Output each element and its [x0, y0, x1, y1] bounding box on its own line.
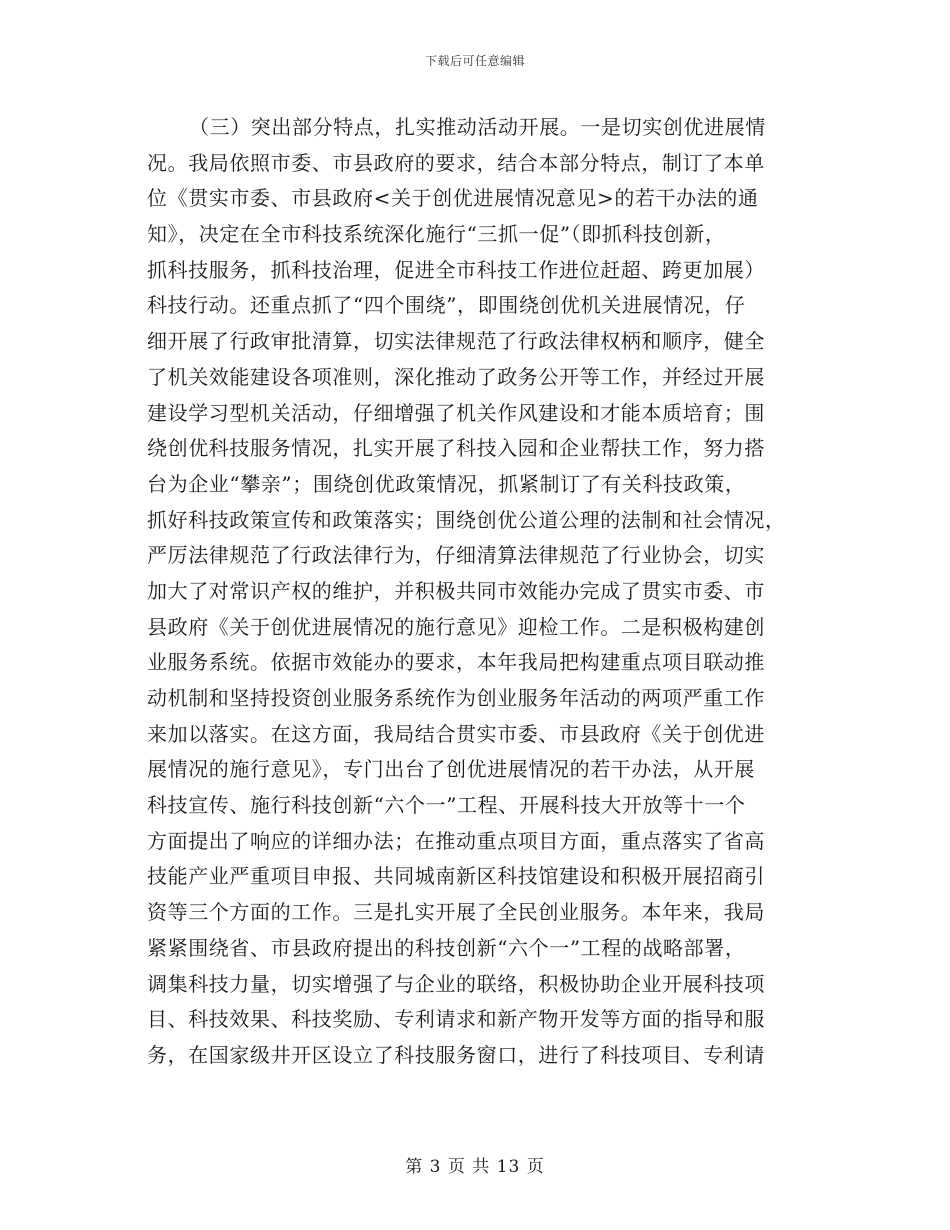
page-header: 下载后可任意编辑	[424, 54, 525, 68]
page-number-footer: 第 3 页 共 13 页	[405, 1157, 545, 1177]
paragraph-line: 科技宣传、施行科技创新“六个一”工程、开展科技大开放等十一个	[147, 793, 746, 818]
paragraph-line: 抓科技服务，抓科技治理，促进全市科技工作进位赶超、跨更加展）	[147, 257, 765, 282]
paragraph-line: 动机制和坚持投资创业服务系统作为创业服务年活动的两项严重工作	[147, 686, 765, 710]
paragraph-line: 了机关效能建设各项准则，深化推动了政务公开等工作，并经过开展	[147, 364, 765, 389]
paragraph-line: 务，在国家级井开区设立了科技服务窗口，进行了科技项目、专利请	[147, 1042, 765, 1067]
paragraph-line: 细开展了行政审批清算，切实法律规范了行政法律权柄和顺序，健全	[147, 329, 765, 354]
paragraph-line: 紧紧围绕省、市县政府提出的科技创新“六个一”工程的战略部署，	[147, 935, 746, 960]
paragraph-line: （三）突出部分特点，扎实推动活动开展。一是切实创优进展情	[189, 115, 766, 139]
document-body	[147, 110, 812, 1074]
paragraph-line: 加大了对常识产权的维护，并积极共同市效能办完成了贯实市委、市	[147, 578, 765, 603]
paragraph-line: 资等三个方面的工作。三是扎实开展了全民创业服务。本年来，我局	[147, 900, 765, 925]
paragraph-line: 方面提出了响应的详细办法；在推动重点项目方面，重点落实了省高	[147, 828, 765, 853]
paragraph-line: 建设学习型机关活动，仔细增强了机关作风建设和才能本质培育；围	[147, 400, 765, 425]
paragraph-line: 严厉法律规范了行政法律行为，仔细清算法律规范了行业协会，切实	[147, 543, 765, 568]
paragraph-line: 目、科技效果、科技奖励、专利请求和新产物开发等方面的指导和服	[147, 1007, 765, 1032]
paragraph-line: 抓好科技政策宣传和政策落实；围绕创优公道公理的法制和社会情况，	[147, 507, 786, 532]
paragraph-line: 科技行动。还重点抓了“四个围绕”，即围绕创优机关进展情况，仔	[147, 293, 746, 318]
paragraph-line: 台为企业“攀亲”；围绕创优政策情况，抓紧制订了有关科技政策，	[147, 471, 746, 496]
paragraph-line: 调集科技力量，切实增强了与企业的联络，积极协助企业开展科技项	[147, 971, 765, 996]
paragraph-line: 知》，决定在全市科技系统深化施行“三抓一促”（即抓科技创新，	[147, 222, 726, 247]
paragraph-line: 况。我局依照市委、市县政府的要求，结合本部分特点，制订了本单	[147, 150, 765, 175]
paragraph-line: 展情况的施行意见》，专门出台了创优进展情况的若干办法，从开展	[147, 757, 755, 782]
paragraph-line: 绕创优科技服务情况，扎实开展了科技入园和企业帮扶工作，努力搭	[147, 436, 765, 461]
paragraph-line: 业服务系统。依据市效能办的要求，本年我局把构建重点项目联动推	[147, 650, 765, 675]
paragraph-line: 来加以落实。在这方面，我局结合贯实市委、市县政府《关于创优进	[147, 721, 765, 746]
paragraph-line: 位《贯实市委、市县政府<关于创优进展情况意见>的若干办法的通	[147, 186, 759, 211]
paragraph-line: 技能产业严重项目申报、共同城南新区科技馆建设和积极开展招商引	[147, 864, 765, 889]
paragraph-line: 县政府《关于创优进展情况的施行意见》迎检工作。二是积极构建创	[147, 614, 765, 639]
